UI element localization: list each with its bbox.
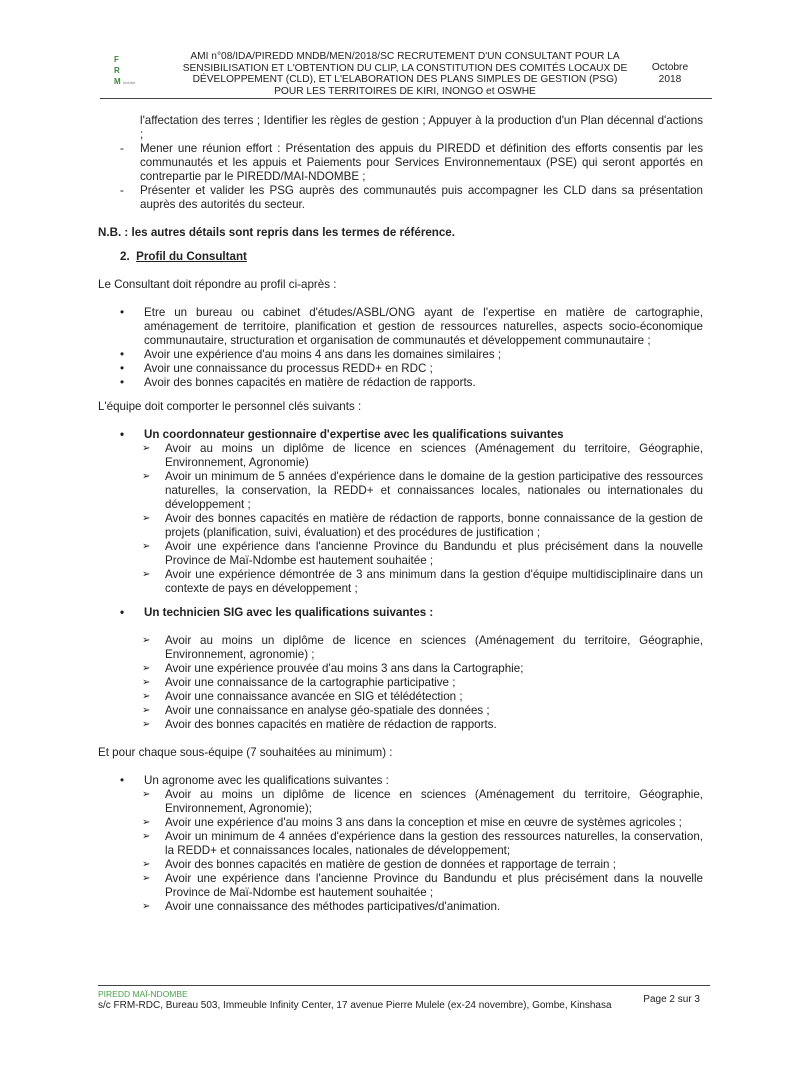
- frm-logo: [114, 54, 154, 94]
- role-heading: • Un agronome avec les qualifications suivantes :: [98, 774, 703, 788]
- title-line: DÉVELOPPEMENT (CLD), ET L'ELABORATION DES PLANS SIMPLES DE GESTION (PSG): [192, 74, 618, 85]
- dash-item: - Présenter et valider les PSG auprès des communautés puis accompagner les CLD dans sa présentation auprès des autorités du secteur.: [98, 184, 703, 212]
- title-line: SENSIBILISATION ET L'OBTENTION DU CLIP, LA CONSTITUTION DES COMITÉS LOCAUX DE: [182, 62, 628, 74]
- qualification-item: ➢ Avoir une expérience dans l'ancienne Province du Bandundu et plus précisément dans la nouvelle Province de Maï-Ndombe est hautement souhaitée ;: [98, 872, 703, 900]
- qualification-item: ➢ Avoir un minimum de 4 années d'expérience dans la gestion des ressources naturelles, la conservation, la REDD+ et connaissances locales, nationales de développement;: [98, 830, 703, 858]
- paragraph: Et pour chaque sous-équipe (7 souhaitées au minimum) :: [98, 746, 393, 759]
- footer-brand: PIREDD MAÏ-NDOMBE: [98, 989, 188, 999]
- title-line: AMI n°08/IDA/PIREDD MNDB/MEN/2018/SC RECRUTEMENT D'UN CONSULTANT POUR LA: [190, 51, 620, 62]
- logo-letter: R: [114, 66, 120, 75]
- bullet-item: • Avoir une connaissance du processus REDD+ en RDC ;: [98, 362, 703, 376]
- qualification-item: ➢ Avoir des bonnes capacités en matière de rédaction de rapports.: [98, 718, 703, 732]
- page-footer: [98, 985, 710, 1011]
- qualification-item: ➢ Avoir une connaissance de la cartographie participative ;: [98, 676, 703, 690]
- document-date: [640, 62, 700, 85]
- section-title: Profil du Consultant: [136, 250, 247, 263]
- paragraph: Le Consultant doit répondre au profil ci-après :: [98, 278, 337, 291]
- nb-note: N.B. : les autres détails sont repris dans les termes de référence.: [98, 226, 455, 239]
- dash-item: - Mener une réunion effort : Présentation des appuis du PIREDD et définition des efforts consentis par les communautés et les appuis et Paiements pour Services Environnementaux (PSE) qui seront apportés en contrepartie par le PIREDD/MAI-NDOMBE ;: [98, 142, 703, 184]
- qualification-item: ➢ Avoir une expérience prouvée d'au moins 3 ans dans la Cartographie;: [98, 662, 703, 676]
- bullet-item: • Avoir des bonnes capacités en matière de rédaction de rapports.: [98, 376, 703, 390]
- title-line: POUR LES TERRITOIRES DE KIRI, INONGO et OSWHE: [274, 85, 536, 97]
- bullet-item: • Avoir une expérience d'au moins 4 ans dans les domaines similaires ;: [98, 348, 703, 362]
- qualification-item: ➢ Avoir au moins un diplôme de licence en sciences (Aménagement du territoire, Géographie, Environnement, agronomie) ;: [98, 634, 703, 662]
- qualification-item: ➢ Avoir une expérience démontrée de 3 ans minimum dans la gestion d'équipe multidisciplinaire dans un contexte de pays en développement ;: [98, 568, 703, 596]
- qualification-item: ➢ Avoir des bonnes capacités en matière de rédaction de rapports, bonne connaissance de la gestion de projets (planification, suivi, évaluation) et des procédures de justification ;: [98, 512, 703, 540]
- paragraph: l'affectation des terres ; Identifier les règles de gestion ; Appuyer à la production d'un Plan décennal d'actions ;: [140, 114, 703, 141]
- date-month: Octobre: [651, 62, 689, 73]
- logo-subtext: Indufor: [122, 80, 136, 85]
- qualification-item: ➢ Avoir une expérience dans l'ancienne Province du Bandundu et plus précisément dans la nouvelle Province de Maï-Ndombe est hautement souhaitée ;: [98, 540, 703, 568]
- qualification-item: ➢ Avoir des bonnes capacités en matière de gestion de données et rapportage de terrain ;: [98, 858, 703, 872]
- role-heading: • Un coordonnateur gestionnaire d'expertise avec les qualifications suivantes: [98, 428, 703, 442]
- qualification-item: ➢ Avoir une connaissance en analyse géo-spatiale des données ;: [98, 704, 703, 718]
- section-heading: [98, 250, 703, 264]
- document-title: [170, 51, 640, 97]
- document-body: [98, 114, 703, 914]
- qualification-item: ➢ Avoir au moins un diplôme de licence en sciences (Aménagement du territoire, Géographie, Environnement, Agronomie);: [98, 788, 703, 816]
- logo-letter: F: [114, 55, 119, 64]
- qualification-item: ➢ Avoir une expérience d'au moins 3 ans dans la conception et mise en œuvre de systèmes agricoles ;: [98, 816, 703, 830]
- logo-letter: M: [114, 77, 121, 86]
- paragraph: L'équipe doit comporter le personnel clés suivants :: [98, 400, 362, 413]
- page-number: Page 2 sur 3: [643, 994, 700, 1005]
- qualification-item: ➢ Avoir une connaissance avancée en SIG et télédétection ;: [98, 690, 703, 704]
- date-year: 2018: [658, 73, 682, 85]
- qualification-item: ➢ Avoir au moins un diplôme de licence en sciences (Aménagement du territoire, Géographie, Environnement, Agronomie): [98, 442, 703, 470]
- role-heading: • Un technicien SIG avec les qualifications suivantes :: [98, 606, 703, 620]
- footer-address: s/c FRM-RDC, Bureau 503, Immeuble Infinity Center, 17 avenue Pierre Mulele (ex-24 novembre), Gombe, Kinshasa: [98, 1000, 612, 1011]
- qualification-item: ➢ Avoir une connaissance des méthodes participatives/d'animation.: [98, 900, 703, 914]
- qualification-item: ➢ Avoir un minimum de 5 années d'expérience dans le domaine de la gestion participative des ressources naturelles, la conservation, la REDD+ et connaissances locales, nationales ou internationales du développement ;: [98, 470, 703, 512]
- bullet-item: • Etre un bureau ou cabinet d'études/ASBL/ONG ayant de l'expertise en matière de cartographie, aménagement de territoire, planification et gestion de ressources naturelles, aspects socio-économique communautaire, structuration et organisation de communautés et développement communautaire ;: [98, 306, 703, 348]
- page-header: [100, 48, 712, 99]
- section-number: 2.: [120, 250, 130, 263]
